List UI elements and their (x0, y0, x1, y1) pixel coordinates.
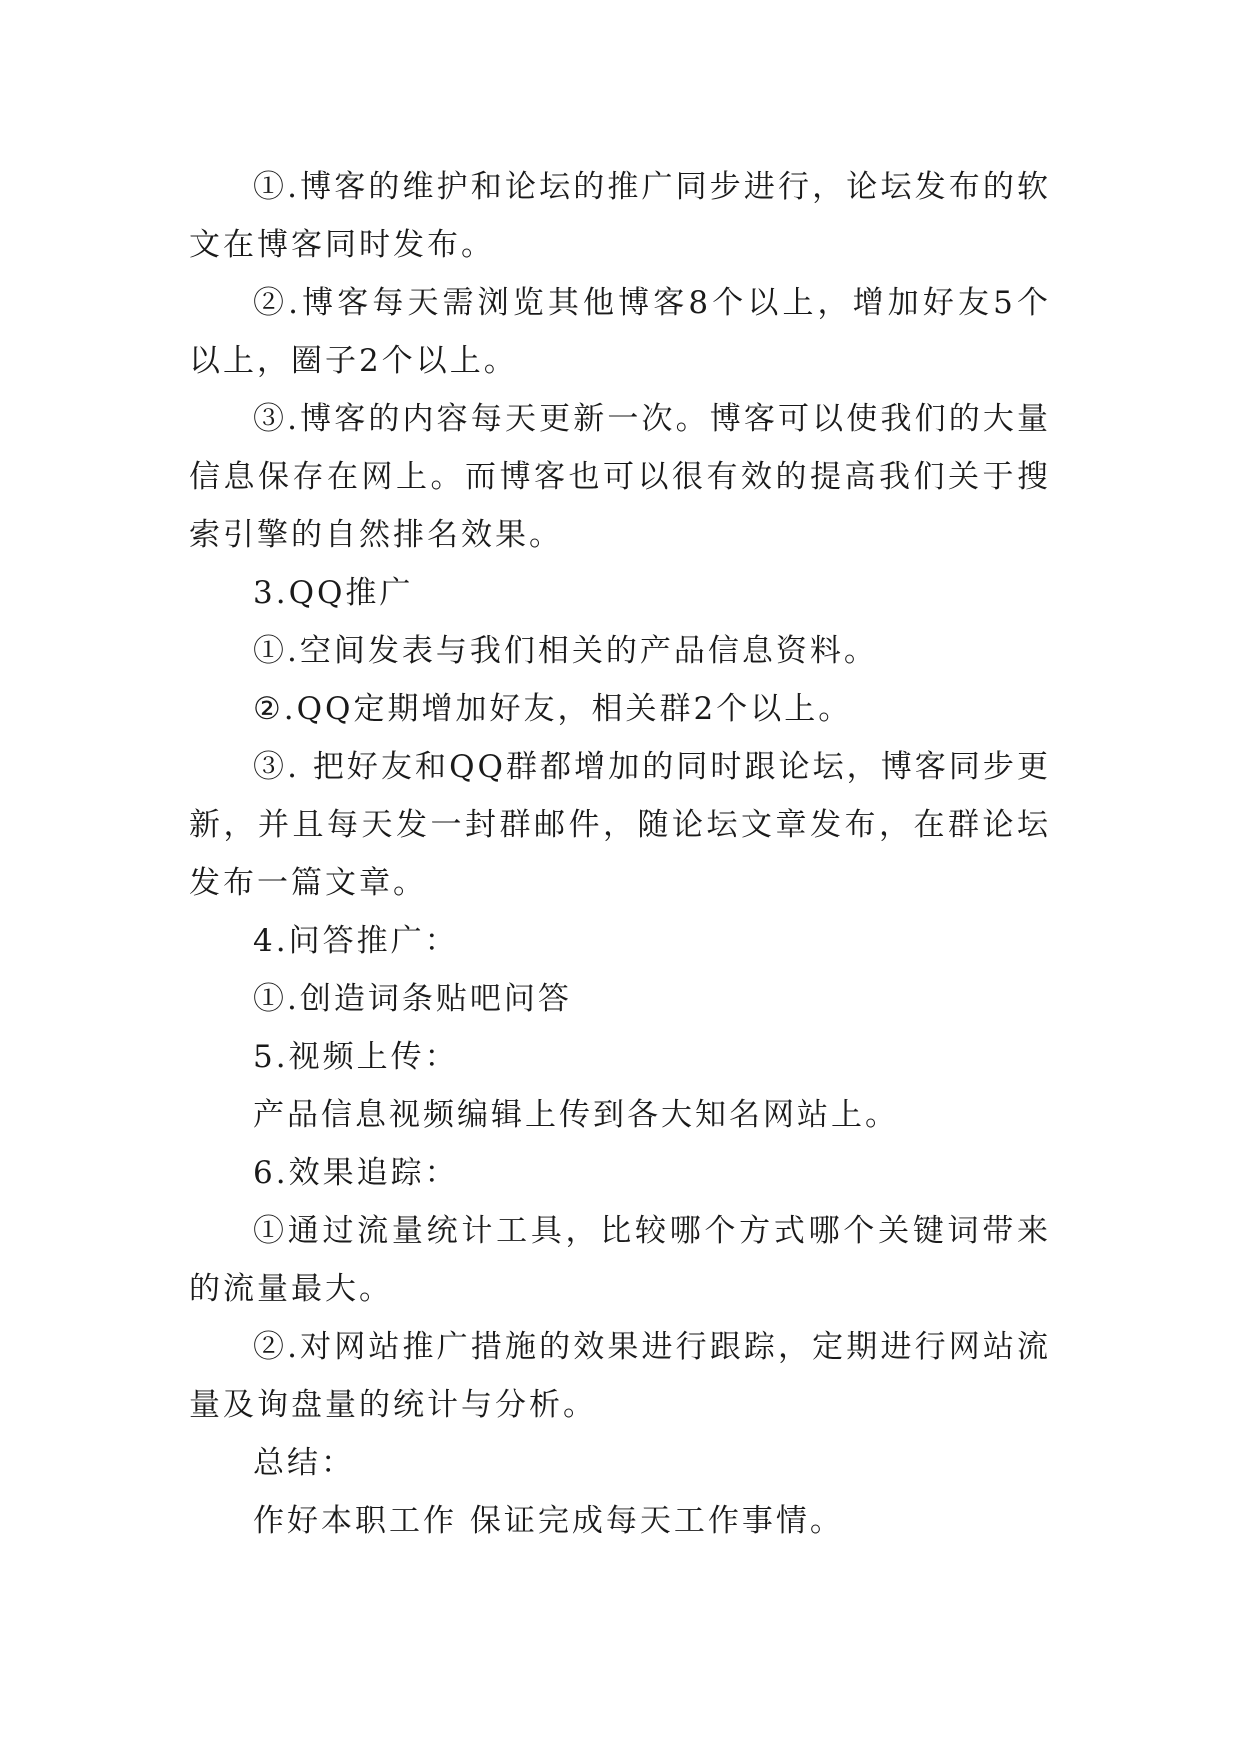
paragraph-blog-browse: ②.博客每天需浏览其他博客8个以上，增加好友5个以上，圈子2个以上。 (189, 285, 1051, 379)
section-heading-qa: 4.问答推广： (253, 923, 459, 959)
paragraph-qq-friends: ②.QQ定期增加好友，相关群2个以上。 (253, 691, 853, 727)
paragraph-qq-space: ①.空间发表与我们相关的产品信息资料。 (253, 633, 878, 669)
paragraph-tracking-tools: ①通过流量统计工具，比较哪个方式哪个关键词带来的流量最大。 (189, 1213, 1051, 1307)
paragraph-qa-entries: ①.创造词条贴吧问答 (253, 981, 572, 1017)
paragraph-qq-groups: ③. 把好友和QQ群都增加的同时跟论坛，博客同步更新，并且每天发一封群邮件，随论坛文章发布，在群论坛发布一篇文章。 (189, 749, 1051, 901)
section-heading-tracking: 6.效果追踪： (253, 1155, 459, 1191)
document-body (189, 158, 1051, 1550)
paragraph-tracking-analysis: ②.对网站推广措施的效果进行跟踪，定期进行网站流量及询盘量的统计与分析。 (189, 1329, 1051, 1423)
paragraph-blog-update: ③.博客的内容每天更新一次。博客可以使我们的大量信息保存在网上。而博客也可以很有效的提高我们关于搜索引擎的自然排名效果。 (189, 401, 1051, 553)
paragraph-summary: 作好本职工作 保证完成每天工作事情。 (253, 1503, 844, 1539)
section-heading-qq: 3.QQ推广 (253, 575, 414, 611)
section-heading-summary: 总结： (253, 1445, 355, 1481)
section-heading-video: 5.视频上传： (253, 1039, 459, 1075)
paragraph-video-upload: 产品信息视频编辑上传到各大知名网站上。 (253, 1097, 899, 1133)
paragraph-blog-sync: ①.博客的维护和论坛的推广同步进行，论坛发布的软文在博客同时发布。 (189, 169, 1051, 263)
